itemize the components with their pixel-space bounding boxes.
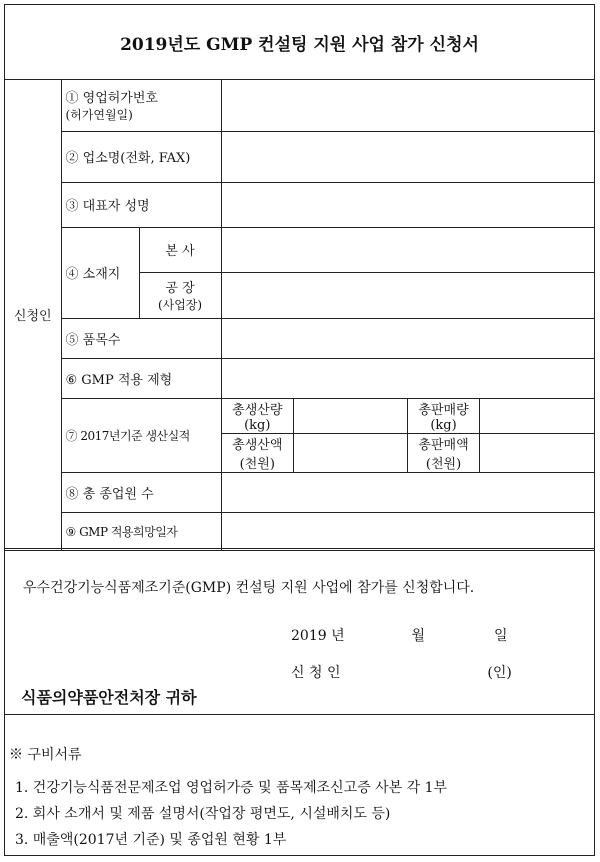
declaration-section — [5, 548, 594, 715]
total-production-field[interactable] — [294, 399, 408, 434]
license-number-label — [61, 79, 221, 131]
location-label: ④ 소재지 — [61, 227, 139, 318]
declaration-statement: 우수건강기능식품제조기준(GMP) 컨설팅 지원 사업에 참가를 신청합니다. — [23, 580, 475, 596]
total-production-label — [222, 399, 294, 434]
total-sales-label — [408, 399, 480, 434]
total-sales-field[interactable] — [480, 399, 595, 434]
production-amount-text: 총생산액 — [232, 437, 283, 453]
document-item: 3. 매출액(2017년 기준) 및 종업원 현황 1부 — [15, 832, 287, 848]
addressee: 식품의약품안전처장 귀하 — [21, 688, 197, 707]
total-production-unit: (kg) — [244, 417, 271, 433]
production-record-cell — [221, 398, 594, 472]
document-item: 1. 건강기능식품전문제조업 영업허가증 및 품목제조신고증 사본 각 1부 — [15, 780, 448, 796]
production-record-grid — [222, 399, 595, 472]
plant-text: 공 장 — [165, 281, 195, 296]
employee-count-label: ⑧ 총 종업원 수 — [61, 472, 221, 512]
gmp-desired-date-label: ⑨ GMP 적용희망일자 — [61, 512, 221, 550]
production-record-label: ⑦ 2017년기준 생산실적 — [61, 398, 221, 472]
representative-field[interactable] — [221, 182, 594, 227]
production-amount-label — [222, 433, 294, 472]
employee-count-field[interactable] — [221, 472, 594, 512]
signer-label: 신 청 인 — [291, 665, 341, 681]
documents-heading: ※ 구비서류 — [9, 747, 82, 763]
gmp-desired-date-field[interactable] — [221, 512, 594, 550]
business-name-label: ② 업소명(전화, FAX) — [61, 131, 221, 182]
sales-amount-unit: (천원) — [425, 456, 462, 472]
total-production-text: 총생산량 — [232, 402, 283, 418]
declaration-date — [291, 625, 507, 645]
sales-amount-field[interactable] — [480, 433, 595, 472]
sales-amount-text: 총판매액 — [418, 437, 469, 453]
signer-line — [291, 662, 512, 682]
seal-mark[interactable]: (인) — [487, 665, 512, 681]
applicant-label: 신청인 — [5, 79, 61, 550]
applicant-table — [5, 79, 594, 551]
application-form — [4, 4, 595, 856]
total-sales-unit: (kg) — [430, 417, 457, 433]
license-number-field[interactable] — [221, 79, 594, 131]
gmp-dosage-form-field[interactable] — [221, 358, 594, 398]
plant-label — [139, 272, 221, 318]
gmp-dosage-form-label: ⑥ GMP 적용 제형 — [61, 358, 221, 398]
headquarters-label: 본 사 — [139, 227, 221, 272]
license-number-text: ① 영업허가번호 — [65, 90, 158, 106]
date-year[interactable]: 2019 년 — [291, 628, 345, 644]
headquarters-field[interactable] — [221, 227, 594, 272]
item-count-label: ⑤ 품목수 — [61, 318, 221, 358]
plant-sub-text: (사업장) — [157, 298, 203, 312]
business-name-field[interactable] — [221, 131, 594, 182]
item-count-field[interactable] — [221, 318, 594, 358]
license-date-text: (허가연월일) — [65, 107, 133, 122]
sales-amount-label — [408, 433, 480, 472]
plant-field[interactable] — [221, 272, 594, 318]
date-month[interactable]: 월 — [411, 628, 426, 644]
document-item: 2. 회사 소개서 및 제품 설명서(작업장 평면도, 시설배치도 등) — [15, 806, 391, 822]
production-amount-unit: (천원) — [239, 456, 275, 472]
total-sales-text: 총판매량 — [418, 402, 469, 418]
date-day[interactable]: 일 — [493, 628, 508, 644]
representative-label: ③ 대표자 성명 — [61, 182, 221, 227]
form-title: 2019년도 GMP 컨설팅 지원 사업 참가 신청서 — [5, 5, 594, 80]
production-amount-field[interactable] — [294, 433, 408, 472]
